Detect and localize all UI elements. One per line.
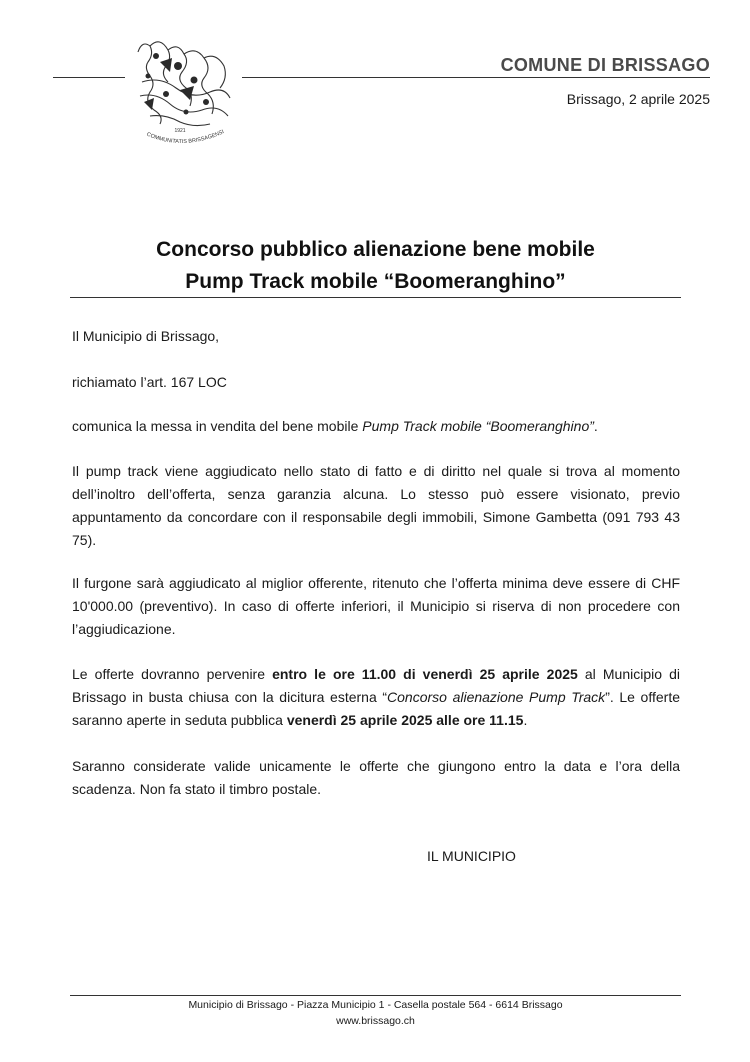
paragraph-legal-reference: richiamato l’art. 167 LOC — [72, 374, 227, 390]
deadline-text-a: Le offerte dovranno pervenire — [72, 666, 273, 682]
municipality-name: COMUNE DI BRISSAGO — [500, 55, 710, 75]
footer-rule — [70, 995, 681, 996]
document-date: Brissago, 2 aprile 2025 — [566, 91, 710, 107]
title-rule — [70, 297, 681, 298]
municipal-seal-logo — [120, 32, 240, 150]
signature: IL MUNICIPIO — [427, 848, 516, 864]
paragraph-minimum-offer: Il furgone sarà aggiudicato al miglior offerente, ritenuto che l’offerta minima deve essere di CHF 10'000.00 (preventivo). In caso di offerte inferiori, il Municipio si riserva di non procedere con l’aggiudicazione. — [72, 575, 680, 637]
paragraph-condition: Il pump track viene aggiudicato nello stato di fatto e di diritto nel quale si trova al momento dell’inoltro dell’offerta, senza garanzia alcuna. Lo stesso può essere visionato, previo appuntamento da concordare con il responsabile degli immobili, Simone Gambetta (091 793 43 75). — [72, 463, 680, 548]
deadline-time: entro le ore 11.00 di venerdì 25 aprile 2025 — [272, 666, 578, 682]
document-title-line-1: Concorso pubblico alienazione bene mobile — [156, 238, 595, 261]
announcement-item-name: Pump Track mobile “Boomeranghino” — [362, 418, 594, 434]
announcement-text: comunica la messa in vendita del bene mobile — [72, 418, 363, 434]
header-rule-right — [242, 77, 710, 78]
paragraph-validity: Saranno considerate valide unicamente le offerte che giungono entro la data e l’ora della scadenza. Non fa stato il timbro postale. — [72, 758, 680, 797]
deadline-text-g: . — [523, 712, 528, 728]
footer-website-link[interactable]: www.brissago.ch — [336, 1015, 415, 1027]
footer-address: Municipio di Brissago - Piazza Municipio 1 - Casella postale 564 - 6614 Brissago — [188, 999, 563, 1011]
seal-year: 1921 — [174, 128, 186, 134]
deadline-text-e: ”. Le offerte saranno aperte in seduta pubblica — [72, 689, 680, 728]
paragraph-announcement — [72, 415, 680, 438]
deadline-text-c: al Municipio di Brissago in busta chiusa con la dicitura esterna “ — [72, 666, 680, 705]
opening-time: venerdì 25 aprile 2025 alle ore 11.15 — [286, 712, 524, 728]
paragraph-deadline — [72, 663, 680, 732]
announcement-end: . — [593, 418, 598, 434]
document-title-line-2: Pump Track mobile “Boomeranghino” — [185, 270, 566, 293]
header-rule-left — [53, 77, 125, 78]
seal-text: COMMUNITATIS BRISSAGENSI — [145, 129, 226, 146]
envelope-label: Concorso alienazione Pump Track — [387, 689, 606, 705]
paragraph-intro: Il Municipio di Brissago, — [72, 328, 220, 344]
